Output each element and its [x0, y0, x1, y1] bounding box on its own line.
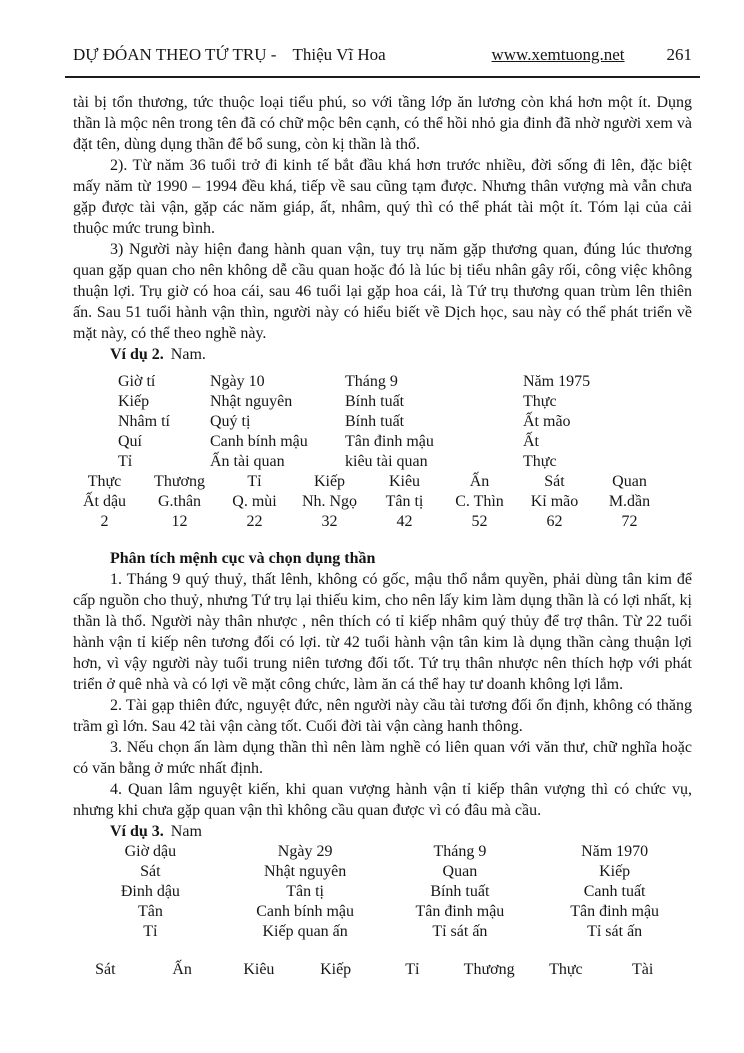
luck-god-cell: Kiếp	[313, 473, 346, 490]
pillar-cell: Kiếp	[599, 863, 631, 880]
pillar-cell: Tỉ	[143, 923, 158, 940]
pillar-cell: Quí	[118, 433, 142, 450]
example3-label: Ví dụ 3.	[110, 823, 164, 840]
luck-age-cell: 52	[471, 513, 488, 530]
website-link[interactable]: www.xemtuong.net	[491, 45, 625, 64]
book-title: DỰ ĐÓAN THEO TỨ TRỤ -	[73, 45, 277, 64]
analysis-item-4: 4. Quan lâm nguyệt kiến, khi quan vượng hành vận tỉ kiếp thân vượng thì có chức vụ, nhưng khi chưa gặp quan vận thì không cầu quan được vì có đâu mà cầu.	[73, 781, 692, 819]
pillar-cell: Thực	[523, 393, 557, 410]
pillar-cell: Tỉ sát ấn	[432, 923, 488, 940]
pillar-cell: Ngày 10	[210, 373, 265, 390]
pillar-cell: Ấn tài quan	[210, 453, 285, 470]
pillar-cell: Bính tuất	[345, 413, 405, 430]
paragraph-continuation: tài bị tổn thương, tức thuộc loại tiểu phú, so với tầng lớp ăn lương còn khá hơn một ít. Dụng thần là mộc nên trong tên đã có chữ mộc bên cạnh, có thể hồi nhỏ gia đinh đã nhờ người xem và đặt tên, dùng dụng thần để bổ sung, còn kị thần là thổ.	[73, 94, 692, 153]
luck-stem-cell: G.thân	[157, 493, 202, 510]
pillar-cell: Bính tuất	[345, 393, 405, 410]
pillar-cell: Tháng 9	[433, 843, 487, 860]
luck-stem-cell: Ất dậu	[82, 493, 127, 510]
luck-age-cell: 22	[246, 513, 263, 530]
luck-god-cell: Thương	[463, 961, 515, 978]
author-name: Thiệu Vĩ Hoa	[292, 45, 386, 64]
pillar-cell: Đinh dậu	[120, 883, 180, 900]
pillar-cell: Tân tị	[286, 883, 324, 900]
pillar-cell: Canh tuất	[583, 883, 646, 900]
luck-age-cell: 2	[100, 513, 109, 530]
luck-age-cell: 62	[546, 513, 563, 530]
example3-label-line	[73, 821, 692, 842]
pillar-cell: Quý tị	[210, 413, 251, 430]
pillar-cell: Giờ tí	[118, 373, 156, 390]
pillar-cell: Kiếp	[118, 393, 150, 410]
luck-god-cell: Tài	[631, 961, 654, 978]
luck-stem-cell: Q. mùi	[232, 493, 277, 510]
example2-label-line	[73, 344, 692, 365]
analysis-item-1: 1. Tháng 9 quý thuỷ, thất lênh, không có gốc, mậu thổ nắm quyền, phải dùng tân kim để cấp nguồn cho thuỷ, nhưng Tứ trụ lại thiếu kim, cho nên lấy kim làm dụng thần là có lợi nhất, kị thần là thổ. Người này thân nhược , nên thích có tỉ kiếp nhâm quý thủy để trợ thân. Từ 22 tuổi hành vận tỉ kiếp nên tương đối có lợi. từ 42 tuổi hành vận tân kim là dụng thần càng thuận lợi hơn, vì vậy người này tuổi trung niên tương đối tốt. Tứ trụ thân nhược nên thích hợp với phát triển ở quê nhà và có lợi về mặt công chức, làm ăn cá thể hay tư doanh không lợi lắm.	[73, 571, 692, 693]
analysis-item-2: 2. Tài gạp thiên đức, nguyệt đức, nên người này cầu tài tương đối ổn định, không có thăng trầm gì lớn. Sau 42 tài vận càng tốt. Cuối đời tài vận càng hanh thông.	[73, 697, 692, 735]
pillar-cell: Ngày 29	[277, 843, 333, 860]
section-heading: Phân tích mệnh cục và chọn dụng thần	[110, 550, 376, 567]
page-header	[73, 45, 692, 65]
pillar-cell: Canh bính mậu	[210, 433, 308, 450]
luck-age-cell: 32	[321, 513, 338, 530]
luck-god-cell: Kiếp	[320, 961, 352, 978]
pillar-cell: Kiếp quan ấn	[262, 923, 348, 940]
luck-god-cell: Ấn	[172, 961, 192, 978]
example2-luck-cycle-table	[67, 472, 667, 532]
pillar-cell: Nhâm tí	[118, 413, 170, 430]
pillar-cell: Bính tuất	[430, 883, 490, 900]
luck-god-cell: Ấn	[469, 473, 490, 490]
page-number: 261	[666, 45, 692, 64]
luck-age-cell: 42	[396, 513, 413, 530]
pillar-cell: Canh bính mậu	[256, 903, 354, 920]
pillar-cell: Quan	[442, 863, 478, 880]
paragraph-3: 3) Người này hiện đang hành quan vận, tuy trụ năm gặp thương quan, đúng lúc thương quan gặp quan cho nên không dễ cầu quan hoặc đó là lúc bị tiểu nhân gây rối, công việc không thuận lợi. Trụ giờ có hoa cái, sau 46 tuổi lại gặp hoa cái, là Tứ trụ thương quan trùm lên thiên ấn. Sau 51 tuổi hành vận thìn, người này có hiểu biết về Dịch học, sau này có thể phát triển về mặt này, có thể theo nghề này.	[73, 241, 692, 342]
pillar-cell: Tân	[137, 903, 163, 920]
pillar-cell: Ất	[523, 433, 539, 450]
luck-god-cell: Thương	[154, 473, 205, 490]
example2-label: Ví dụ 2.	[110, 346, 164, 363]
luck-god-cell: Sát	[544, 473, 565, 490]
analysis-item-3: 3. Nếu chọn ấn làm dụng thần thì nên làm nghề có liên quan với văn thư, chữ nghĩa hoặc có văn bằng ở mức nhất định.	[73, 739, 692, 777]
luck-god-cell: Tỉ	[247, 473, 262, 490]
pillar-cell: Thực	[523, 453, 557, 470]
luck-god-cell: Thực	[549, 961, 583, 978]
luck-god-cell: Kiêu	[388, 473, 421, 490]
pillar-cell: Tân đinh mậu	[570, 903, 660, 920]
luck-age-cell: 12	[171, 513, 188, 530]
luck-god-cell: Sát	[95, 961, 116, 978]
paragraph-2: 2). Từ năm 36 tuổi trở đi kinh tế bắt đầu khá hơn trước nhiều, đời sống đi lên, đặc biệt mấy năm từ 1990 – 1994 đều khá, tiếp về sau cũng tạm được. Nhưng thân vượng mà vẫn chưa gặp được tài vận, gặp các năm giáp, ất, nhâm, quý thì có thể phát tài một ít. Tóm lại của cải thuộc mức trung bình.	[73, 157, 692, 237]
example2-pillars-table	[118, 372, 692, 472]
luck-god-cell: Tỉ	[405, 961, 420, 978]
pillar-cell: Tháng 9	[345, 373, 398, 390]
example3-luck-row	[67, 960, 681, 980]
luck-age-cell: 72	[621, 513, 638, 530]
pillar-cell: kiêu tài quan	[345, 453, 428, 470]
luck-god-cell: Kiêu	[243, 961, 275, 978]
pillar-cell: Tỉ	[118, 453, 133, 470]
pillar-cell: Tân đinh mậu	[415, 903, 505, 920]
pillar-cell: Tỉ sát ấn	[587, 923, 643, 940]
pillar-cell: Nhật nguyên	[264, 863, 347, 880]
luck-god-cell: Quan	[612, 473, 647, 490]
luck-stem-cell: M.dần	[608, 493, 651, 510]
pillar-cell: Tân đinh mậu	[345, 433, 434, 450]
page-body	[73, 92, 692, 980]
pillar-cell: Nhật nguyên	[210, 393, 293, 410]
luck-stem-cell: Tân tị	[385, 493, 424, 510]
example3-pillars-table	[73, 842, 692, 942]
pillar-cell: Sát	[140, 863, 161, 880]
luck-stem-cell: Kỉ mão	[530, 493, 579, 510]
example3-gender: Nam	[170, 823, 202, 840]
example2-gender: Nam.	[170, 346, 206, 363]
pillar-cell: Giờ dậu	[124, 843, 177, 860]
pillar-cell: Năm 1970	[581, 843, 649, 860]
luck-stem-cell: C. Thìn	[455, 493, 504, 510]
luck-god-cell: Thực	[87, 473, 122, 490]
header-divider	[65, 76, 700, 78]
luck-stem-cell: Nh. Ngọ	[301, 493, 358, 510]
pillar-cell: Năm 1975	[523, 373, 591, 390]
pillar-cell: Ất mão	[523, 413, 571, 430]
